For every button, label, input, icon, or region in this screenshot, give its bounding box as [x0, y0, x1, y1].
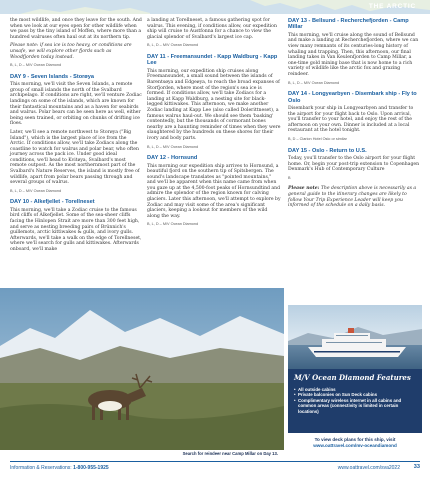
feature-item: • Complimentary wireless internet in all cabins and common areas (connectivity is limited in certain locations) — [294, 398, 416, 414]
day-10-text: This morning, we'll take a Zodiac cruise to the famous bird cliffs of Alkefjellet. Some of the sea-sheer cliffs facing the Hinlopen Strait are more than 300 feet high, and serve as nesting breeding pairs of Brünnich's guillemots, arctic kittiwakes & gulls, and ivory gulls. Afterwards, we'll take a walk on the edge of Torellneset, where we'll search for gulls and kittiwakes. Afterwards onboard, we'll make — [10, 207, 142, 252]
page-number: 33 — [413, 464, 420, 470]
footer-info-label: Information & Reservations: — [10, 465, 72, 471]
reindeer-photo — [0, 288, 284, 450]
day-11-title: DAY 11 - Freemansundet - Kapp Waldburg - Kapp Lee — [147, 53, 278, 67]
header-map-band — [0, 0, 430, 14]
deck-plans-link[interactable]: www.oattravel.com/mv-oceandiamond — [313, 443, 397, 448]
meal-info: B, D – Clarion Hotel Oslo or similar — [288, 136, 347, 141]
note-text: The description above is necessarily as a general guide to the itinerary changes are likely to follow Your Trip Experience Leader will keep you informed of the schedule on a daily basis. — [288, 186, 417, 209]
day-10-title: DAY 10 - Alkefjellet - Torellneset — [10, 199, 95, 206]
day-11-text: This morning, our expedition ship cruises along Freemansundet, a small sound between the islands of Barentsøya and Edgeøya, to reach the broad expanses of Storfjorden, where most of the region's sea ice is formed. If conditions allow, we'll take Zodiacs for a landing at Kapp Waldburg, a nesting site for black-legged kittiwakes. This afternoon, we make another Zodiac landing at Kapp Lee (also called Dolerittneset), a famous walrus haul-out. We should see them 'basking' contentedly, but the thousands of cormorant bones nearby are a haunting reminder of times when they were slaughtered by the hundreds on these shores for their ivory and body parts. — [147, 68, 281, 141]
lead-text: a landing at Torellneset, a famous gathering spot for walrus. This evening, if conditions allow, our expedition ship will cruise to Austfonna for a chance to view the glacial splendor of Svalbard's largest ice cap. — [147, 18, 277, 40]
photo-caption: Search for reindeer near Camp Millar on Day 13. — [182, 451, 278, 456]
day-13-text: This morning, we'll cruise along the sound of Bellsund and make a landing at Recherchefjorden, where we can view many remnants of its centuries-long history of whaling and trapping. Then, this afternoon, our final landing takes in Van Keulenfjorden to Camp Millar, a one-time gold mining base that is now home to a rich variety of wildlife like the arctic fox and grazing reindeer. — [288, 32, 419, 77]
day-14-text: Disembark your ship in Longyearbyen and transfer to the airport for your flight back to Oslo. Upon arrival, you'll transfer to your hotel, and enjoy the rest of the afternoon on your own. Dinner is included at a local restaurant at the hotel tonight. — [288, 105, 414, 134]
meal-info: B, L, D – M/V Ocean Diamond — [10, 63, 62, 68]
features-title: M/V Ocean Diamond Features — [294, 373, 411, 382]
note-label: Please note: — [288, 186, 320, 192]
footer-rule — [10, 461, 420, 462]
deck-plans-note — [288, 437, 422, 452]
day-9-text: This morning, we'll visit the Seven Islands, a remote group of small islands the north of the Svalbard archipelago. If conditions are right, we'll venture Zodiac landings on some of the islands, which are known for their fantastical mountains and as a haven for seabirds and walrus. Polar bears can be seen here as well, either being seen trained, or orbiting on chunks of drifting ice floes. — [10, 82, 142, 127]
meal-info: B, L, D – M/V Ocean Diamond — [288, 80, 340, 85]
day-12-title: DAY 12 - Hornsund — [147, 155, 198, 162]
meal-info: B — [288, 175, 291, 180]
day-9-text-2: Later, we'll see a remote northwest to Storøya ("Big Island"), which is the largest place of ice from the Arctic. If conditions allow, we'll take Zodiacs along the coastline to watch for walrus and polar bear, who often journey across the pack ice. Under good ideal conditions, we'll head to Kvitøya, Svalbard's most remote outpost. As the most northernmost part of the Svalbard's Nature Reserves, the island is mostly free of wildlife, apart from polar bears passing through and several groups of walrus. — [10, 129, 140, 186]
footer-phone[interactable]: 1-800-955-1925 — [73, 465, 109, 471]
meal-info: B, L, D – M/V Ocean Diamond — [147, 222, 199, 227]
itinerary-note — [288, 186, 422, 208]
column-2 — [147, 18, 281, 233]
features-list — [294, 387, 416, 414]
map-illustration — [0, 0, 430, 14]
footer-site[interactable]: www.oattravel.com/sva2022 — [337, 465, 400, 471]
intro-note: Please note: if sea ice is too heavy, or conditions are unsafe, we will explore other fjords such as Woodfjorden today instead. — [10, 43, 132, 60]
day-12-text: This morning our expedition ship arrives to Hornsund, a beautiful fjord on the southern tip of Spitsbergen. The sound's landscape translates as "pointed mountains," and we'll be apparent when this name came from when you gaze up at the 4,500-foot peaks of Hornsundtind and admire the splendor of the region known for calving glaciers. Later this afternoon, we'll attempt to explore by Zodiac and may visit some of the area's significant glaciers, keeping a lookout for members of the wild along the way. — [147, 163, 281, 219]
deck-plans-text: To view deck plans for this ship, visit — [314, 437, 396, 442]
feature-item: • Private balconies on Sun Deck cabins — [294, 392, 416, 397]
column-3 — [288, 18, 422, 212]
ship-features-box — [288, 369, 422, 433]
section-tag: THE ARCTIC — [368, 3, 416, 10]
column-1 — [10, 18, 142, 256]
day-15-title: DAY 15 - Oslo - Return to U.S. — [288, 147, 367, 154]
day-13-title: DAY 13 - Bellsund - Recherchefjorden - Camp Millar — [288, 18, 409, 31]
day-15-text: Today, you'll transfer to the Oslo airport for your flight home. Or, begin your post-trip extension to Copenhagen Denmark's Hub of Contemporary Culture — [288, 155, 420, 173]
feature-item: • All outside cabins — [294, 387, 416, 392]
day-9-title: DAY 9 - Seven Islands - Storøya — [10, 73, 94, 80]
meal-info: B, L, D – M/V Ocean Diamond — [147, 43, 199, 48]
meal-info: B, L, D – M/V Ocean Diamond — [10, 188, 62, 193]
ship-photo — [288, 305, 422, 369]
page-footer — [0, 458, 430, 480]
intro-text: the most wildlife, and once they leave for the south. And when we look at our eyes open for other wildlife when we pass by the tiny island of Moffen, where more than a hundred walruses often haul out at its northern tip. — [10, 18, 142, 40]
footer-contact — [10, 465, 109, 471]
day-14-title: DAY 14 - Longyearbyen - Disembark ship - Fly to Oslo — [288, 91, 417, 104]
meal-info: B, L, D – M/V Ocean Diamond — [147, 144, 199, 149]
